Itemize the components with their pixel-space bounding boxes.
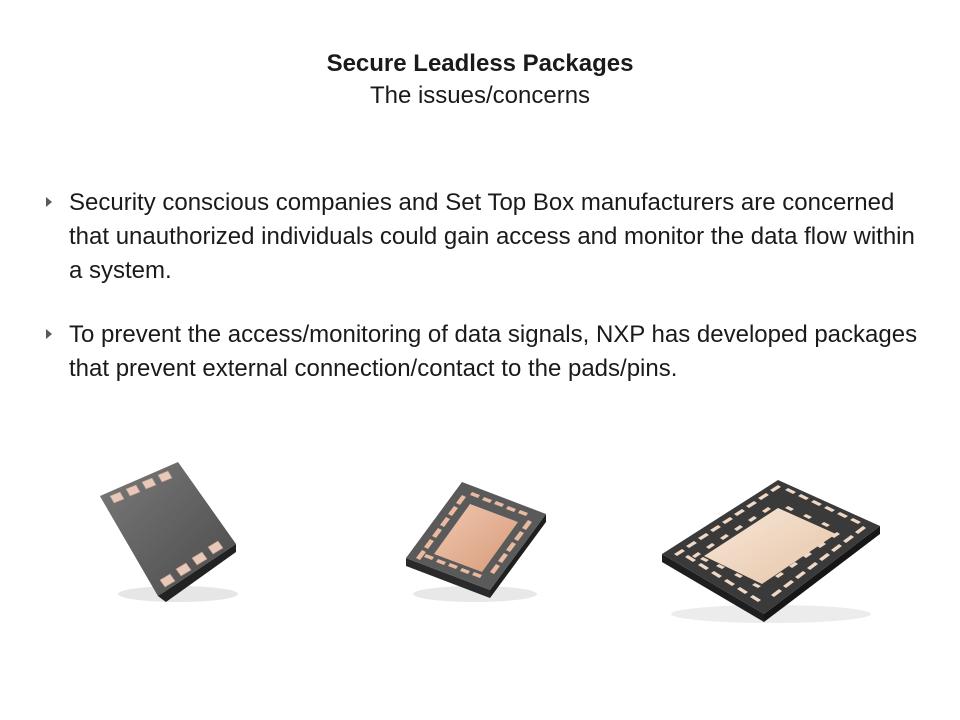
slide-title: Secure Leadless Packages: [326, 50, 634, 77]
triangle-right-icon: [46, 197, 52, 207]
slide-subtitle: The issues/concerns: [369, 82, 591, 109]
bullet-item: [44, 318, 924, 386]
bullet-item: [44, 186, 924, 288]
leadless-package-exposed-pad-large-image: [660, 478, 882, 626]
bullet-text: Security conscious companies and Set Top Box manufacturers are concerned that unauthorized individuals could gain access and monitor the data flow within a system.: [69, 189, 915, 284]
leadless-package-exposed-pad-small-image: [400, 478, 550, 608]
title-block: [0, 48, 960, 112]
leadless-package-8-pad-image: [88, 462, 248, 612]
bullet-text: To prevent the access/monitoring of data signals, NXP has developed packages that prevent external connection/contact to the pads/pins.: [69, 321, 918, 382]
bullet-list: [44, 186, 924, 416]
triangle-right-icon: [46, 329, 52, 339]
